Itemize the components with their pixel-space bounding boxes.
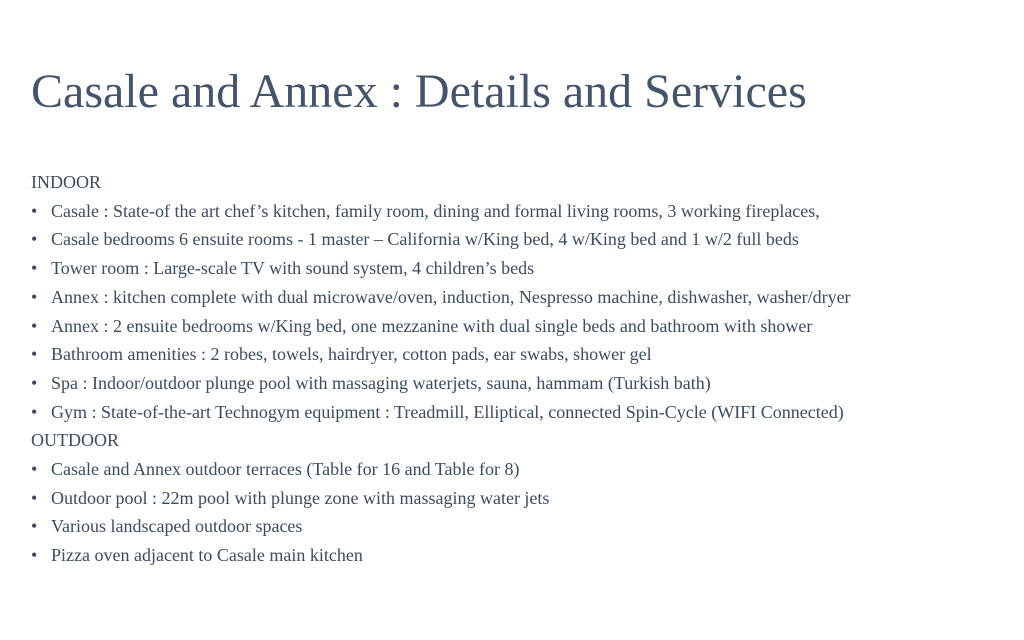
slide-title: Casale and Annex : Details and Services <box>31 65 807 118</box>
list-item <box>31 197 1011 226</box>
list-item <box>31 369 1011 398</box>
list-item <box>31 398 1011 427</box>
bullet-icon: • <box>31 401 38 422</box>
indoor-list <box>31 197 1011 427</box>
bullet-icon: • <box>31 258 38 279</box>
bullet-icon: • <box>31 286 38 307</box>
list-item-text: Tower room : Large-scale TV with sound system, 4 children’s beds <box>51 258 535 279</box>
list-item-text: Annex : 2 ensuite bedrooms w/King bed, one mezzanine with dual single beds and bathroom with shower <box>51 315 813 336</box>
slide-body <box>31 168 1011 570</box>
list-item <box>31 512 1011 541</box>
bullet-icon: • <box>31 372 38 393</box>
list-item-text: Spa : Indoor/outdoor plunge pool with massaging waterjets, sauna, hammam (Turkish bath) <box>51 372 711 393</box>
bullet-icon: • <box>31 229 38 250</box>
bullet-icon: • <box>31 545 38 566</box>
bullet-icon: • <box>31 200 38 221</box>
bullet-icon: • <box>31 315 38 336</box>
list-item-text: Bathroom amenities : 2 robes, towels, hairdryer, cotton pads, ear swabs, shower gel <box>51 344 652 365</box>
list-item <box>31 340 1011 369</box>
list-item-text: Pizza oven adjacent to Casale main kitchen <box>51 545 363 566</box>
bullet-icon: • <box>31 344 38 365</box>
bullet-icon: • <box>31 487 38 508</box>
list-item <box>31 455 1011 484</box>
list-item-text: Annex : kitchen complete with dual microwave/oven, induction, Nespresso machine, dishwasher, washer/dryer <box>51 286 851 307</box>
list-item <box>31 541 1011 570</box>
list-item-text: Various landscaped outdoor spaces <box>51 516 303 537</box>
bullet-icon: • <box>31 516 38 537</box>
list-item-text: Casale : State-of the art chef’s kitchen, family room, dining and formal living rooms, 3 working fireplaces, <box>51 200 820 221</box>
list-item-text: Casale bedrooms 6 ensuite rooms - 1 master – California w/King bed, 4 w/King bed and 1 w/2 full beds <box>51 229 799 250</box>
list-item <box>31 254 1011 283</box>
section-heading-outdoor: OUTDOOR <box>31 430 119 451</box>
list-item <box>31 283 1011 312</box>
list-item-text: Casale and Annex outdoor terraces (Table for 16 and Table for 8) <box>51 459 520 480</box>
list-item-text: Gym : State-of-the-art Technogym equipment : Treadmill, Elliptical, connected Spin-Cycle (WIFI Connected) <box>51 401 844 422</box>
list-item-text: Outdoor pool : 22m pool with plunge zone with massaging water jets <box>51 487 550 508</box>
list-item <box>31 225 1011 254</box>
bullet-icon: • <box>31 459 38 480</box>
list-item <box>31 484 1011 513</box>
section-heading-indoor: INDOOR <box>31 172 101 192</box>
list-item <box>31 312 1011 341</box>
outdoor-list <box>31 455 1011 570</box>
